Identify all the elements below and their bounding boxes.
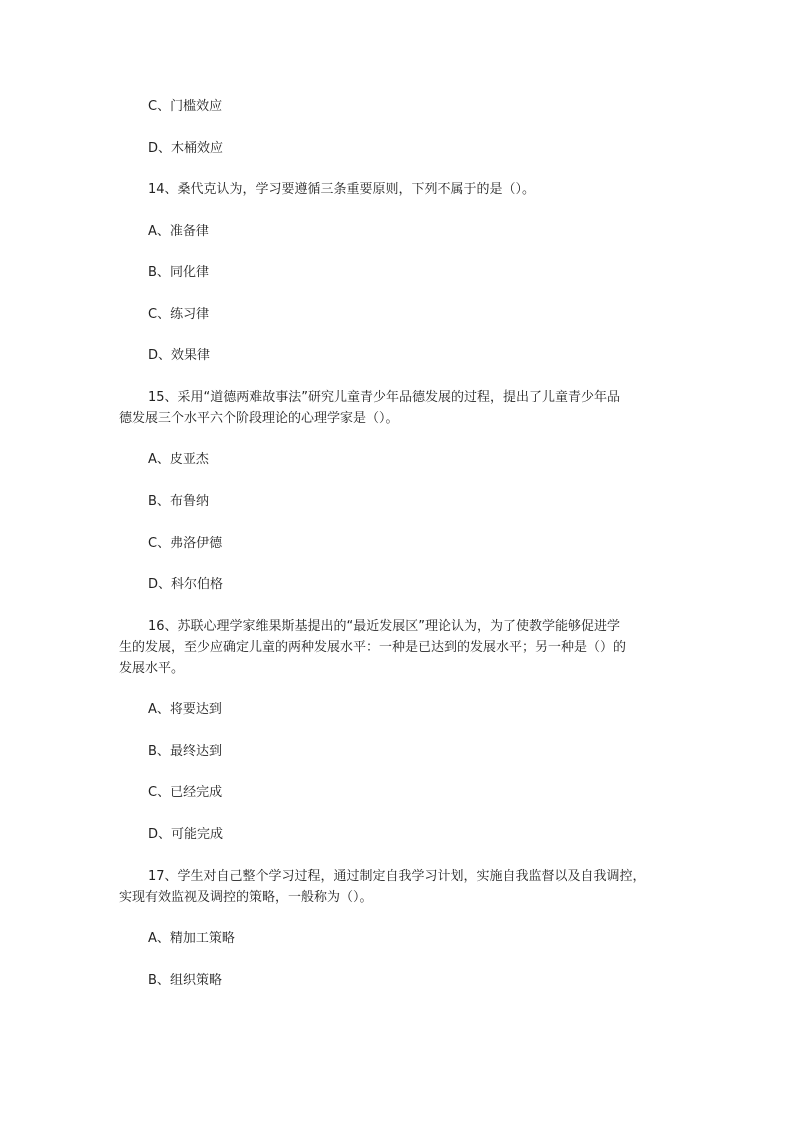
option-text: 弗洛伊德: [170, 536, 223, 551]
option-c-leading: C、门槛效应: [148, 99, 223, 114]
question-15-option-d: D、科尔伯格: [148, 577, 224, 592]
option-text: 布鲁纳: [169, 494, 209, 509]
option-key: D: [148, 827, 159, 842]
option-text: 皮亚杰: [169, 452, 209, 467]
question-14-option-c: C、练习律: [148, 307, 210, 322]
option-text: 门槛效应: [170, 99, 223, 114]
option-text: 已经完成: [170, 785, 223, 800]
option-key: D: [148, 577, 159, 592]
question-17-option-b: B、组织策略: [148, 973, 222, 988]
question-15-option-b: B、布鲁纳: [148, 494, 209, 509]
option-key: A: [148, 702, 157, 717]
question-16-option-d: D、可能完成: [148, 827, 224, 842]
question-14-option-d: D、效果律: [148, 348, 211, 363]
question-16-text-line-3: 发展水平。: [119, 661, 185, 676]
question-16-option-a: A、将要达到: [148, 702, 222, 717]
option-text: 练习律: [170, 307, 210, 322]
option-key: D: [148, 141, 159, 156]
option-text: 可能完成: [171, 827, 224, 842]
option-key: A: [148, 931, 157, 946]
option-key: C: [148, 99, 158, 114]
option-text: 同化律: [169, 265, 209, 280]
option-key: A: [148, 452, 157, 467]
option-text: 精加工策略: [169, 931, 235, 946]
option-key: A: [148, 224, 157, 239]
option-text: 木桶效应: [171, 141, 224, 156]
question-16-text-line-2: 生的发展，至少应确定儿童的两种发展水平：一种是已达到的发展水平；另一种是（）的: [119, 640, 627, 655]
question-15-text-line-2: 德发展三个水平六个阶段理论的心理学家是（）。: [119, 411, 399, 426]
option-text: 效果律: [171, 348, 211, 363]
option-key: B: [148, 494, 157, 509]
question-15-text-line-1: 15、采用“道德两难故事法”研究儿童青少年品德发展的过程，提出了儿童青少年品: [148, 390, 621, 405]
question-17-option-a: A、精加工策略: [148, 931, 235, 946]
option-key: B: [148, 265, 157, 280]
option-text: 将要达到: [169, 702, 222, 717]
question-17-text-line-2: 实现有效监视及调控的策略，一般称为（）。: [119, 890, 373, 905]
option-key: B: [148, 744, 157, 759]
option-text: 最终达到: [169, 744, 222, 759]
question-16-option-c: C、已经完成: [148, 785, 223, 800]
question-15-option-a: A、皮亚杰: [148, 452, 209, 467]
question-14-option-a: A、准备律: [148, 224, 209, 239]
question-15-option-c: C、弗洛伊德: [148, 536, 223, 551]
option-text: 组织策略: [169, 973, 222, 988]
question-14-text: 14、桑代克认为，学习要遵循三条重要原则，下列不属于的是（）。: [148, 182, 536, 197]
option-key: D: [148, 348, 159, 363]
question-14-option-b: B、同化律: [148, 265, 209, 280]
option-d-leading: D、木桶效应: [148, 141, 224, 156]
question-17-text-line-1: 17、学生对自己整个学习过程，通过制定自我学习计划，实施自我监督以及自我调控，: [148, 869, 646, 884]
option-text: 准备律: [169, 224, 209, 239]
option-key: C: [148, 785, 158, 800]
option-key: C: [148, 307, 158, 322]
option-text: 科尔伯格: [171, 577, 224, 592]
option-key: C: [148, 536, 158, 551]
option-key: B: [148, 973, 157, 988]
question-16-text-line-1: 16、苏联心理学家维果斯基提出的“最近发展区”理论认为，为了使教学能够促进学: [148, 619, 621, 634]
question-16-option-b: B、最终达到: [148, 744, 222, 759]
